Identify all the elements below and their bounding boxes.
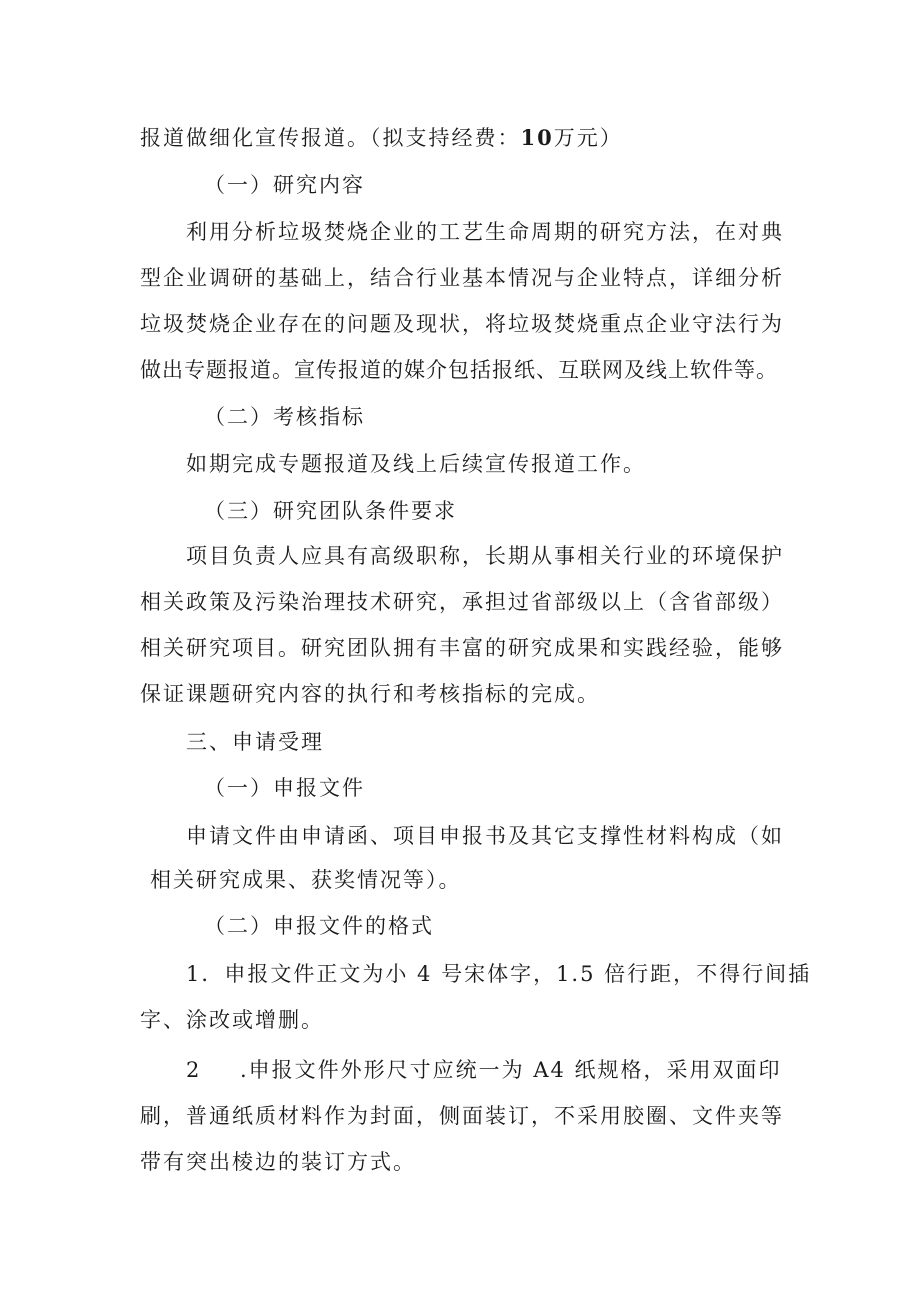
file-format-heading: （二）申报文件的格式	[204, 914, 434, 938]
team-requirements-line-1: 项目负责人应具有高级职称，长期从事相关行业的环境保护	[186, 544, 784, 568]
team-requirements-heading: （三）研究团队条件要求	[204, 499, 457, 523]
format-item-2-line-1: .申报文件外形尺寸应统一为 A4 纸规格，采用双面印	[240, 1058, 782, 1082]
research-content-line-1: 利用分析垃圾焚烧企业的工艺生命周期的研究方法，在对典	[186, 220, 784, 244]
format-item-2-number: 2	[186, 1058, 202, 1082]
format-item-1-line-2: 字、涂改或增删。	[140, 1008, 324, 1032]
application-files-line-1: 申请文件由申请函、项目申报书及其它支撑性材料构成（如	[186, 824, 784, 848]
funding-amount: 10	[520, 125, 554, 150]
team-requirements-line-3: 相关研究项目。研究团队拥有丰富的研究成果和实践经验，能够	[140, 636, 784, 660]
research-content-line-4: 做出专题报道。宣传报道的媒介包括报纸、互联网及线上软件等。	[140, 358, 778, 382]
format-item-2-line-2: 刷，普通纸质材料作为封面，侧面装订，不采用胶圈、文件夹等	[140, 1104, 784, 1128]
funding-unit: 万元）	[553, 126, 623, 150]
research-content-line-3: 垃圾焚烧企业存在的问题及现状，将垃圾焚烧重点企业守法行为	[140, 312, 784, 336]
assessment-line-1: 如期完成专题报道及线上后续宣传报道工作。	[186, 452, 646, 476]
application-files-line-2: 相关研究成果、获奖情况等）。	[150, 868, 462, 892]
research-content-line-2: 型企业调研的基础上，结合行业基本情况与企业特点，详细分析	[140, 266, 784, 290]
section-3-heading: 三、申请受理	[186, 730, 324, 754]
funding-line	[140, 124, 623, 152]
format-item-1-line-1: 1．申报文件正文为小 4 号宋体字，1.5 倍行距，不得行间插	[186, 962, 812, 986]
team-requirements-line-4: 保证课题研究内容的执行和考核指标的完成。	[140, 682, 600, 706]
funding-line-text: 报道做细化宣传报道。（拟支持经费：	[140, 126, 521, 150]
application-files-heading: （一）申报文件	[204, 776, 365, 800]
team-requirements-line-2: 相关政策及污染治理技术研究，承担过省部级以上（含省部级）	[140, 590, 784, 614]
format-item-2-line-3: 带有突出棱边的装订方式。	[140, 1150, 416, 1174]
research-content-heading: （一）研究内容	[204, 173, 365, 197]
assessment-heading: （二）考核指标	[204, 405, 365, 429]
